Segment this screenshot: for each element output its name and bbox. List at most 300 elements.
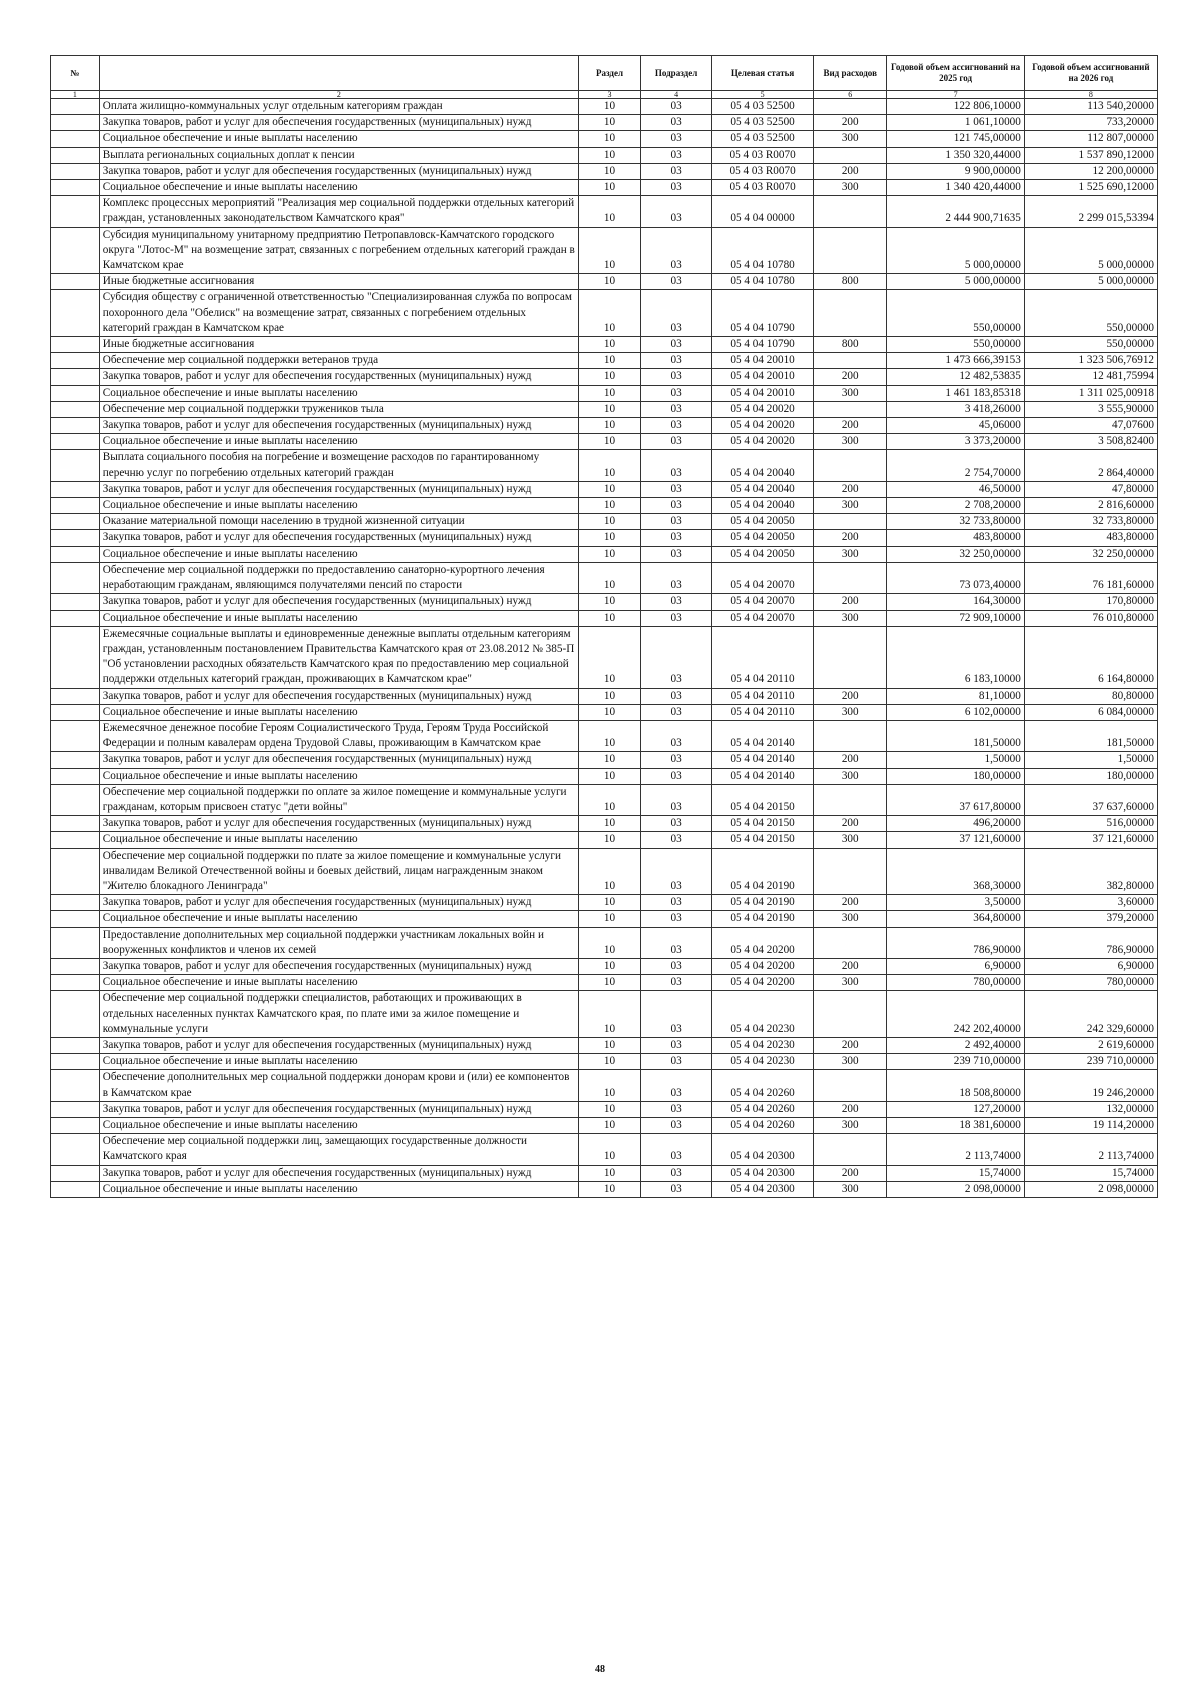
row-amount-2026: 15,74000 bbox=[1024, 1165, 1157, 1181]
table-row bbox=[51, 610, 1158, 626]
row-article: 05 4 04 20140 bbox=[712, 768, 814, 784]
row-amount-2025: 180,00000 bbox=[887, 768, 1025, 784]
row-amount-2026: 2 113,74000 bbox=[1024, 1134, 1157, 1165]
row-section: 10 bbox=[578, 514, 640, 530]
row-amount-2026: 47,07600 bbox=[1024, 418, 1157, 434]
row-num-cell bbox=[51, 337, 100, 353]
table-row bbox=[51, 1054, 1158, 1070]
row-expense-kind bbox=[814, 991, 887, 1038]
row-name: Обеспечение мер социальной поддержки по плате за жилое помещение и коммунальные услуги инвалидам Великой Отечественной войны и боевых действий, лицам награжденным знаком "Жителю блокадного Ленинграда" bbox=[99, 848, 578, 895]
row-amount-2026: 1,50000 bbox=[1024, 752, 1157, 768]
row-num-cell bbox=[51, 530, 100, 546]
row-amount-2025: 37 121,60000 bbox=[887, 832, 1025, 848]
row-amount-2026: 76 010,80000 bbox=[1024, 610, 1157, 626]
row-expense-kind: 800 bbox=[814, 337, 887, 353]
row-name: Социальное обеспечение и иные выплаты населению bbox=[99, 1181, 578, 1197]
row-section: 10 bbox=[578, 180, 640, 196]
row-expense-kind: 300 bbox=[814, 975, 887, 991]
row-amount-2025: 164,30000 bbox=[887, 594, 1025, 610]
row-amount-2025: 786,90000 bbox=[887, 927, 1025, 958]
table-row bbox=[51, 434, 1158, 450]
row-name: Иные бюджетные ассигнования bbox=[99, 274, 578, 290]
row-expense-kind: 200 bbox=[814, 369, 887, 385]
row-amount-2025: 550,00000 bbox=[887, 337, 1025, 353]
row-amount-2025: 364,80000 bbox=[887, 911, 1025, 927]
table-row bbox=[51, 562, 1158, 593]
column-number: 6 bbox=[814, 91, 887, 99]
row-subsection: 03 bbox=[641, 514, 712, 530]
row-subsection: 03 bbox=[641, 481, 712, 497]
row-expense-kind bbox=[814, 514, 887, 530]
row-num-cell bbox=[51, 434, 100, 450]
row-name: Закупка товаров, работ и услуг для обеспечения государственных (муниципальных) нужд bbox=[99, 752, 578, 768]
row-subsection: 03 bbox=[641, 768, 712, 784]
row-name: Социальное обеспечение и иные выплаты населению bbox=[99, 131, 578, 147]
row-name: Ежемесячные социальные выплаты и единовременные денежные выплаты отдельным категориям граждан, установленным постановлением Правительства Камчатского края от 23.08.2012 № 385-П "Об установлении расходных обязательств Камчатского края по предоставлению мер социальной поддержки отдельных категорий граждан, проживающих в Камчатском крае" bbox=[99, 626, 578, 688]
row-article: 05 4 04 20300 bbox=[712, 1165, 814, 1181]
row-num-cell bbox=[51, 498, 100, 514]
header-article: Целевая статья bbox=[712, 56, 814, 91]
row-name: Субсидия обществу с ограниченной ответственностью "Специализированная служба по вопросам похоронного дела "Обелиск" на возмещение затрат, связанных с погребением отдельных категорий граждан в Камчатском крае bbox=[99, 290, 578, 337]
row-num-cell bbox=[51, 895, 100, 911]
row-section: 10 bbox=[578, 752, 640, 768]
row-amount-2025: 483,80000 bbox=[887, 530, 1025, 546]
table-row bbox=[51, 1070, 1158, 1101]
row-amount-2026: 170,80000 bbox=[1024, 594, 1157, 610]
row-section: 10 bbox=[578, 131, 640, 147]
row-expense-kind: 200 bbox=[814, 752, 887, 768]
table-row bbox=[51, 720, 1158, 751]
row-subsection: 03 bbox=[641, 290, 712, 337]
row-article: 05 4 04 20110 bbox=[712, 704, 814, 720]
row-article: 05 4 04 20110 bbox=[712, 688, 814, 704]
row-num-cell bbox=[51, 450, 100, 481]
row-num-cell bbox=[51, 227, 100, 274]
row-section: 10 bbox=[578, 1037, 640, 1053]
row-amount-2025: 1 461 183,85318 bbox=[887, 385, 1025, 401]
column-number: 8 bbox=[1024, 91, 1157, 99]
row-num-cell bbox=[51, 99, 100, 115]
row-name: Обеспечение мер социальной поддержки по предоставлению санаторно-курортного лечения неработающим гражданам, являющимся получателями пенсий по старости bbox=[99, 562, 578, 593]
row-section: 10 bbox=[578, 385, 640, 401]
row-section: 10 bbox=[578, 768, 640, 784]
row-expense-kind: 200 bbox=[814, 1101, 887, 1117]
table-row bbox=[51, 1037, 1158, 1053]
row-expense-kind: 300 bbox=[814, 1118, 887, 1134]
row-section: 10 bbox=[578, 1054, 640, 1070]
row-name: Закупка товаров, работ и услуг для обеспечения государственных (муниципальных) нужд bbox=[99, 594, 578, 610]
column-number: 3 bbox=[578, 91, 640, 99]
row-name: Закупка товаров, работ и услуг для обеспечения государственных (муниципальных) нужд bbox=[99, 958, 578, 974]
row-article: 05 4 04 20300 bbox=[712, 1134, 814, 1165]
row-amount-2026: 5 000,00000 bbox=[1024, 274, 1157, 290]
row-subsection: 03 bbox=[641, 434, 712, 450]
row-section: 10 bbox=[578, 369, 640, 385]
row-num-cell bbox=[51, 1165, 100, 1181]
header-subsection: Подраздел bbox=[641, 56, 712, 91]
row-amount-2026: 3 508,82400 bbox=[1024, 434, 1157, 450]
row-article: 05 4 04 10780 bbox=[712, 274, 814, 290]
row-expense-kind: 200 bbox=[814, 481, 887, 497]
row-section: 10 bbox=[578, 418, 640, 434]
row-subsection: 03 bbox=[641, 1118, 712, 1134]
row-section: 10 bbox=[578, 832, 640, 848]
row-name: Оказание материальной помощи населению в трудной жизненной ситуации bbox=[99, 514, 578, 530]
row-section: 10 bbox=[578, 927, 640, 958]
row-expense-kind: 300 bbox=[814, 1054, 887, 1070]
row-amount-2026: 2 816,60000 bbox=[1024, 498, 1157, 514]
header-row bbox=[51, 56, 1158, 91]
row-subsection: 03 bbox=[641, 975, 712, 991]
table-row bbox=[51, 99, 1158, 115]
row-amount-2026: 382,80000 bbox=[1024, 848, 1157, 895]
row-num-cell bbox=[51, 353, 100, 369]
row-name: Социальное обеспечение и иные выплаты населению bbox=[99, 832, 578, 848]
row-expense-kind bbox=[814, 848, 887, 895]
table-row bbox=[51, 180, 1158, 196]
row-section: 10 bbox=[578, 498, 640, 514]
table-row bbox=[51, 895, 1158, 911]
row-amount-2026: 80,80000 bbox=[1024, 688, 1157, 704]
row-subsection: 03 bbox=[641, 626, 712, 688]
row-amount-2025: 81,10000 bbox=[887, 688, 1025, 704]
row-subsection: 03 bbox=[641, 385, 712, 401]
budget-table bbox=[50, 55, 1158, 1198]
row-amount-2025: 1 340 420,44000 bbox=[887, 180, 1025, 196]
row-section: 10 bbox=[578, 991, 640, 1038]
row-num-cell bbox=[51, 832, 100, 848]
row-article: 05 4 04 20070 bbox=[712, 610, 814, 626]
column-number: 4 bbox=[641, 91, 712, 99]
row-subsection: 03 bbox=[641, 958, 712, 974]
table-row bbox=[51, 594, 1158, 610]
row-amount-2026: 1 537 890,12000 bbox=[1024, 147, 1157, 163]
row-name: Выплата региональных социальных доплат к пенсии bbox=[99, 147, 578, 163]
table-row bbox=[51, 848, 1158, 895]
row-article: 05 4 04 20200 bbox=[712, 927, 814, 958]
row-name: Выплата социального пособия на погребение и возмещение расходов по гарантированному перечню услуг по погребению отдельных категорий граждан bbox=[99, 450, 578, 481]
row-expense-kind bbox=[814, 626, 887, 688]
row-subsection: 03 bbox=[641, 1070, 712, 1101]
row-name: Субсидия муниципальному унитарному предприятию Петропавловск-Камчатского городского округа "Лотос-М" на возмещение затрат, связанных с погребением отдельных категорий граждан в Камчатском крае bbox=[99, 227, 578, 274]
row-num-cell bbox=[51, 514, 100, 530]
row-amount-2025: 32 250,00000 bbox=[887, 546, 1025, 562]
row-num-cell bbox=[51, 911, 100, 927]
row-name: Социальное обеспечение и иные выплаты населению bbox=[99, 1118, 578, 1134]
row-amount-2025: 72 909,10000 bbox=[887, 610, 1025, 626]
row-subsection: 03 bbox=[641, 99, 712, 115]
row-subsection: 03 bbox=[641, 688, 712, 704]
row-amount-2026: 3 555,90000 bbox=[1024, 401, 1157, 417]
table-body bbox=[51, 99, 1158, 1198]
row-expense-kind: 300 bbox=[814, 131, 887, 147]
row-num-cell bbox=[51, 1118, 100, 1134]
row-section: 10 bbox=[578, 975, 640, 991]
row-article: 05 4 04 20140 bbox=[712, 720, 814, 751]
row-section: 10 bbox=[578, 163, 640, 179]
row-expense-kind bbox=[814, 401, 887, 417]
row-amount-2026: 112 807,00000 bbox=[1024, 131, 1157, 147]
table-row bbox=[51, 227, 1158, 274]
row-subsection: 03 bbox=[641, 196, 712, 227]
row-amount-2025: 5 000,00000 bbox=[887, 227, 1025, 274]
row-section: 10 bbox=[578, 895, 640, 911]
row-expense-kind: 200 bbox=[814, 958, 887, 974]
row-article: 05 4 04 20010 bbox=[712, 385, 814, 401]
row-amount-2026: 12 481,75994 bbox=[1024, 369, 1157, 385]
row-article: 05 4 04 20230 bbox=[712, 991, 814, 1038]
row-name: Социальное обеспечение и иные выплаты населению bbox=[99, 768, 578, 784]
row-article: 05 4 03 R0070 bbox=[712, 163, 814, 179]
row-subsection: 03 bbox=[641, 227, 712, 274]
row-name: Оплата жилищно-коммунальных услуг отдельным категориям граждан bbox=[99, 99, 578, 115]
row-expense-kind bbox=[814, 99, 887, 115]
row-amount-2026: 550,00000 bbox=[1024, 290, 1157, 337]
row-name: Социальное обеспечение и иные выплаты населению bbox=[99, 498, 578, 514]
row-expense-kind bbox=[814, 196, 887, 227]
row-section: 10 bbox=[578, 1165, 640, 1181]
row-amount-2026: 379,20000 bbox=[1024, 911, 1157, 927]
row-amount-2025: 2 113,74000 bbox=[887, 1134, 1025, 1165]
header-name bbox=[99, 56, 578, 91]
row-section: 10 bbox=[578, 704, 640, 720]
row-num-cell bbox=[51, 562, 100, 593]
row-num-cell bbox=[51, 1070, 100, 1101]
row-num-cell bbox=[51, 784, 100, 815]
row-num-cell bbox=[51, 958, 100, 974]
row-article: 05 4 04 20020 bbox=[712, 401, 814, 417]
row-amount-2025: 181,50000 bbox=[887, 720, 1025, 751]
row-amount-2026: 242 329,60000 bbox=[1024, 991, 1157, 1038]
row-amount-2025: 368,30000 bbox=[887, 848, 1025, 895]
table-row bbox=[51, 369, 1158, 385]
row-amount-2025: 1,50000 bbox=[887, 752, 1025, 768]
row-subsection: 03 bbox=[641, 562, 712, 593]
row-amount-2026: 1 525 690,12000 bbox=[1024, 180, 1157, 196]
row-subsection: 03 bbox=[641, 418, 712, 434]
row-num-cell bbox=[51, 147, 100, 163]
row-amount-2026: 5 000,00000 bbox=[1024, 227, 1157, 274]
table-row bbox=[51, 1101, 1158, 1117]
page-number: 48 bbox=[595, 1664, 605, 1675]
row-subsection: 03 bbox=[641, 180, 712, 196]
row-amount-2025: 3 418,26000 bbox=[887, 401, 1025, 417]
header-num: № bbox=[51, 56, 100, 91]
row-article: 05 4 04 10790 bbox=[712, 290, 814, 337]
row-expense-kind bbox=[814, 1070, 887, 1101]
row-amount-2025: 550,00000 bbox=[887, 290, 1025, 337]
row-expense-kind: 200 bbox=[814, 1037, 887, 1053]
table-row bbox=[51, 274, 1158, 290]
row-expense-kind bbox=[814, 927, 887, 958]
row-amount-2025: 2 754,70000 bbox=[887, 450, 1025, 481]
row-section: 10 bbox=[578, 434, 640, 450]
row-expense-kind: 200 bbox=[814, 688, 887, 704]
row-amount-2026: 37 121,60000 bbox=[1024, 832, 1157, 848]
row-section: 10 bbox=[578, 911, 640, 927]
row-amount-2026: 132,00000 bbox=[1024, 1101, 1157, 1117]
row-amount-2025: 2 492,40000 bbox=[887, 1037, 1025, 1053]
row-name: Социальное обеспечение и иные выплаты населению bbox=[99, 704, 578, 720]
row-name: Социальное обеспечение и иные выплаты населению bbox=[99, 610, 578, 626]
row-amount-2026: 1 323 506,76912 bbox=[1024, 353, 1157, 369]
row-article: 05 4 04 20150 bbox=[712, 784, 814, 815]
row-amount-2025: 121 745,00000 bbox=[887, 131, 1025, 147]
row-num-cell bbox=[51, 196, 100, 227]
row-expense-kind: 300 bbox=[814, 610, 887, 626]
row-subsection: 03 bbox=[641, 816, 712, 832]
row-section: 10 bbox=[578, 227, 640, 274]
row-amount-2025: 45,06000 bbox=[887, 418, 1025, 434]
row-section: 10 bbox=[578, 337, 640, 353]
row-article: 05 4 03 52500 bbox=[712, 115, 814, 131]
row-subsection: 03 bbox=[641, 1101, 712, 1117]
row-amount-2025: 1 473 666,39153 bbox=[887, 353, 1025, 369]
row-section: 10 bbox=[578, 562, 640, 593]
row-article: 05 4 04 20260 bbox=[712, 1118, 814, 1134]
row-amount-2025: 6,90000 bbox=[887, 958, 1025, 974]
row-num-cell bbox=[51, 848, 100, 895]
row-amount-2026: 19 114,20000 bbox=[1024, 1118, 1157, 1134]
table-row bbox=[51, 401, 1158, 417]
row-amount-2026: 6 164,80000 bbox=[1024, 626, 1157, 688]
table-row bbox=[51, 1181, 1158, 1197]
row-expense-kind bbox=[814, 290, 887, 337]
row-name: Закупка товаров, работ и услуг для обеспечения государственных (муниципальных) нужд bbox=[99, 895, 578, 911]
row-num-cell bbox=[51, 768, 100, 784]
row-section: 10 bbox=[578, 720, 640, 751]
row-name: Обеспечение мер социальной поддержки тружеников тыла bbox=[99, 401, 578, 417]
row-amount-2025: 242 202,40000 bbox=[887, 991, 1025, 1038]
row-section: 10 bbox=[578, 958, 640, 974]
row-article: 05 4 04 20040 bbox=[712, 498, 814, 514]
row-name: Закупка товаров, работ и услуг для обеспечения государственных (муниципальных) нужд bbox=[99, 369, 578, 385]
row-amount-2026: 483,80000 bbox=[1024, 530, 1157, 546]
row-amount-2025: 1 061,10000 bbox=[887, 115, 1025, 131]
table-row bbox=[51, 975, 1158, 991]
row-section: 10 bbox=[578, 1070, 640, 1101]
row-subsection: 03 bbox=[641, 530, 712, 546]
row-name: Предоставление дополнительных мер социальной поддержки участникам локальных войн и вооруженных конфликтов и членов их семей bbox=[99, 927, 578, 958]
table-row bbox=[51, 752, 1158, 768]
table-row bbox=[51, 514, 1158, 530]
row-num-cell bbox=[51, 115, 100, 131]
row-amount-2025: 780,00000 bbox=[887, 975, 1025, 991]
row-amount-2025: 73 073,40000 bbox=[887, 562, 1025, 593]
table-row bbox=[51, 626, 1158, 688]
row-subsection: 03 bbox=[641, 1134, 712, 1165]
table-row bbox=[51, 115, 1158, 131]
column-number: 5 bbox=[712, 91, 814, 99]
row-subsection: 03 bbox=[641, 163, 712, 179]
row-num-cell bbox=[51, 131, 100, 147]
row-subsection: 03 bbox=[641, 498, 712, 514]
table-row bbox=[51, 768, 1158, 784]
header-y2025: Годовой объем ассигнований на 2025 год bbox=[887, 56, 1025, 91]
row-amount-2025: 6 102,00000 bbox=[887, 704, 1025, 720]
row-num-cell bbox=[51, 610, 100, 626]
row-expense-kind: 300 bbox=[814, 704, 887, 720]
row-subsection: 03 bbox=[641, 704, 712, 720]
row-section: 10 bbox=[578, 594, 640, 610]
row-expense-kind: 200 bbox=[814, 1165, 887, 1181]
row-num-cell bbox=[51, 180, 100, 196]
row-article: 05 4 04 20230 bbox=[712, 1054, 814, 1070]
row-expense-kind: 200 bbox=[814, 816, 887, 832]
row-expense-kind: 200 bbox=[814, 115, 887, 131]
table-row bbox=[51, 784, 1158, 815]
row-num-cell bbox=[51, 290, 100, 337]
row-article: 05 4 04 20040 bbox=[712, 481, 814, 497]
row-subsection: 03 bbox=[641, 927, 712, 958]
row-subsection: 03 bbox=[641, 1054, 712, 1070]
row-section: 10 bbox=[578, 115, 640, 131]
row-section: 10 bbox=[578, 816, 640, 832]
row-name: Социальное обеспечение и иные выплаты населению bbox=[99, 385, 578, 401]
row-article: 05 4 04 20300 bbox=[712, 1181, 814, 1197]
row-name: Закупка товаров, работ и услуг для обеспечения государственных (муниципальных) нужд bbox=[99, 481, 578, 497]
row-amount-2025: 9 900,00000 bbox=[887, 163, 1025, 179]
row-name: Обеспечение дополнительных мер социальной поддержки донорам крови и (или) ее компонентов в Камчатском крае bbox=[99, 1070, 578, 1101]
row-amount-2025: 18 508,80000 bbox=[887, 1070, 1025, 1101]
row-amount-2025: 127,20000 bbox=[887, 1101, 1025, 1117]
row-article: 05 4 04 20070 bbox=[712, 594, 814, 610]
row-expense-kind: 300 bbox=[814, 832, 887, 848]
row-expense-kind: 200 bbox=[814, 895, 887, 911]
row-article: 05 4 04 20020 bbox=[712, 434, 814, 450]
row-expense-kind: 200 bbox=[814, 594, 887, 610]
row-article: 05 4 04 20150 bbox=[712, 832, 814, 848]
row-expense-kind: 300 bbox=[814, 385, 887, 401]
row-article: 05 4 03 52500 bbox=[712, 99, 814, 115]
row-expense-kind bbox=[814, 353, 887, 369]
row-expense-kind: 200 bbox=[814, 163, 887, 179]
row-num-cell bbox=[51, 816, 100, 832]
table-row bbox=[51, 688, 1158, 704]
row-amount-2025: 12 482,53835 bbox=[887, 369, 1025, 385]
table-row bbox=[51, 337, 1158, 353]
row-num-cell bbox=[51, 594, 100, 610]
row-subsection: 03 bbox=[641, 274, 712, 290]
table-row bbox=[51, 353, 1158, 369]
row-section: 10 bbox=[578, 848, 640, 895]
row-subsection: 03 bbox=[641, 720, 712, 751]
row-subsection: 03 bbox=[641, 1181, 712, 1197]
row-amount-2025: 3,50000 bbox=[887, 895, 1025, 911]
row-amount-2026: 786,90000 bbox=[1024, 927, 1157, 958]
row-expense-kind: 200 bbox=[814, 418, 887, 434]
column-number-row bbox=[51, 91, 1158, 99]
row-name: Закупка товаров, работ и услуг для обеспечения государственных (муниципальных) нужд bbox=[99, 1165, 578, 1181]
row-name: Социальное обеспечение и иные выплаты населению bbox=[99, 434, 578, 450]
table-row bbox=[51, 1134, 1158, 1165]
table-row bbox=[51, 530, 1158, 546]
row-amount-2025: 18 381,60000 bbox=[887, 1118, 1025, 1134]
table-row bbox=[51, 816, 1158, 832]
row-name: Обеспечение мер социальной поддержки лиц, замещающих государственные должности Камчатского края bbox=[99, 1134, 578, 1165]
row-expense-kind: 800 bbox=[814, 274, 887, 290]
row-amount-2025: 496,20000 bbox=[887, 816, 1025, 832]
row-num-cell bbox=[51, 975, 100, 991]
row-num-cell bbox=[51, 1054, 100, 1070]
table-row bbox=[51, 147, 1158, 163]
row-amount-2026: 550,00000 bbox=[1024, 337, 1157, 353]
row-name: Закупка товаров, работ и услуг для обеспечения государственных (муниципальных) нужд bbox=[99, 115, 578, 131]
row-article: 05 4 04 20260 bbox=[712, 1070, 814, 1101]
row-article: 05 4 04 20200 bbox=[712, 958, 814, 974]
row-subsection: 03 bbox=[641, 353, 712, 369]
row-amount-2026: 2 619,60000 bbox=[1024, 1037, 1157, 1053]
